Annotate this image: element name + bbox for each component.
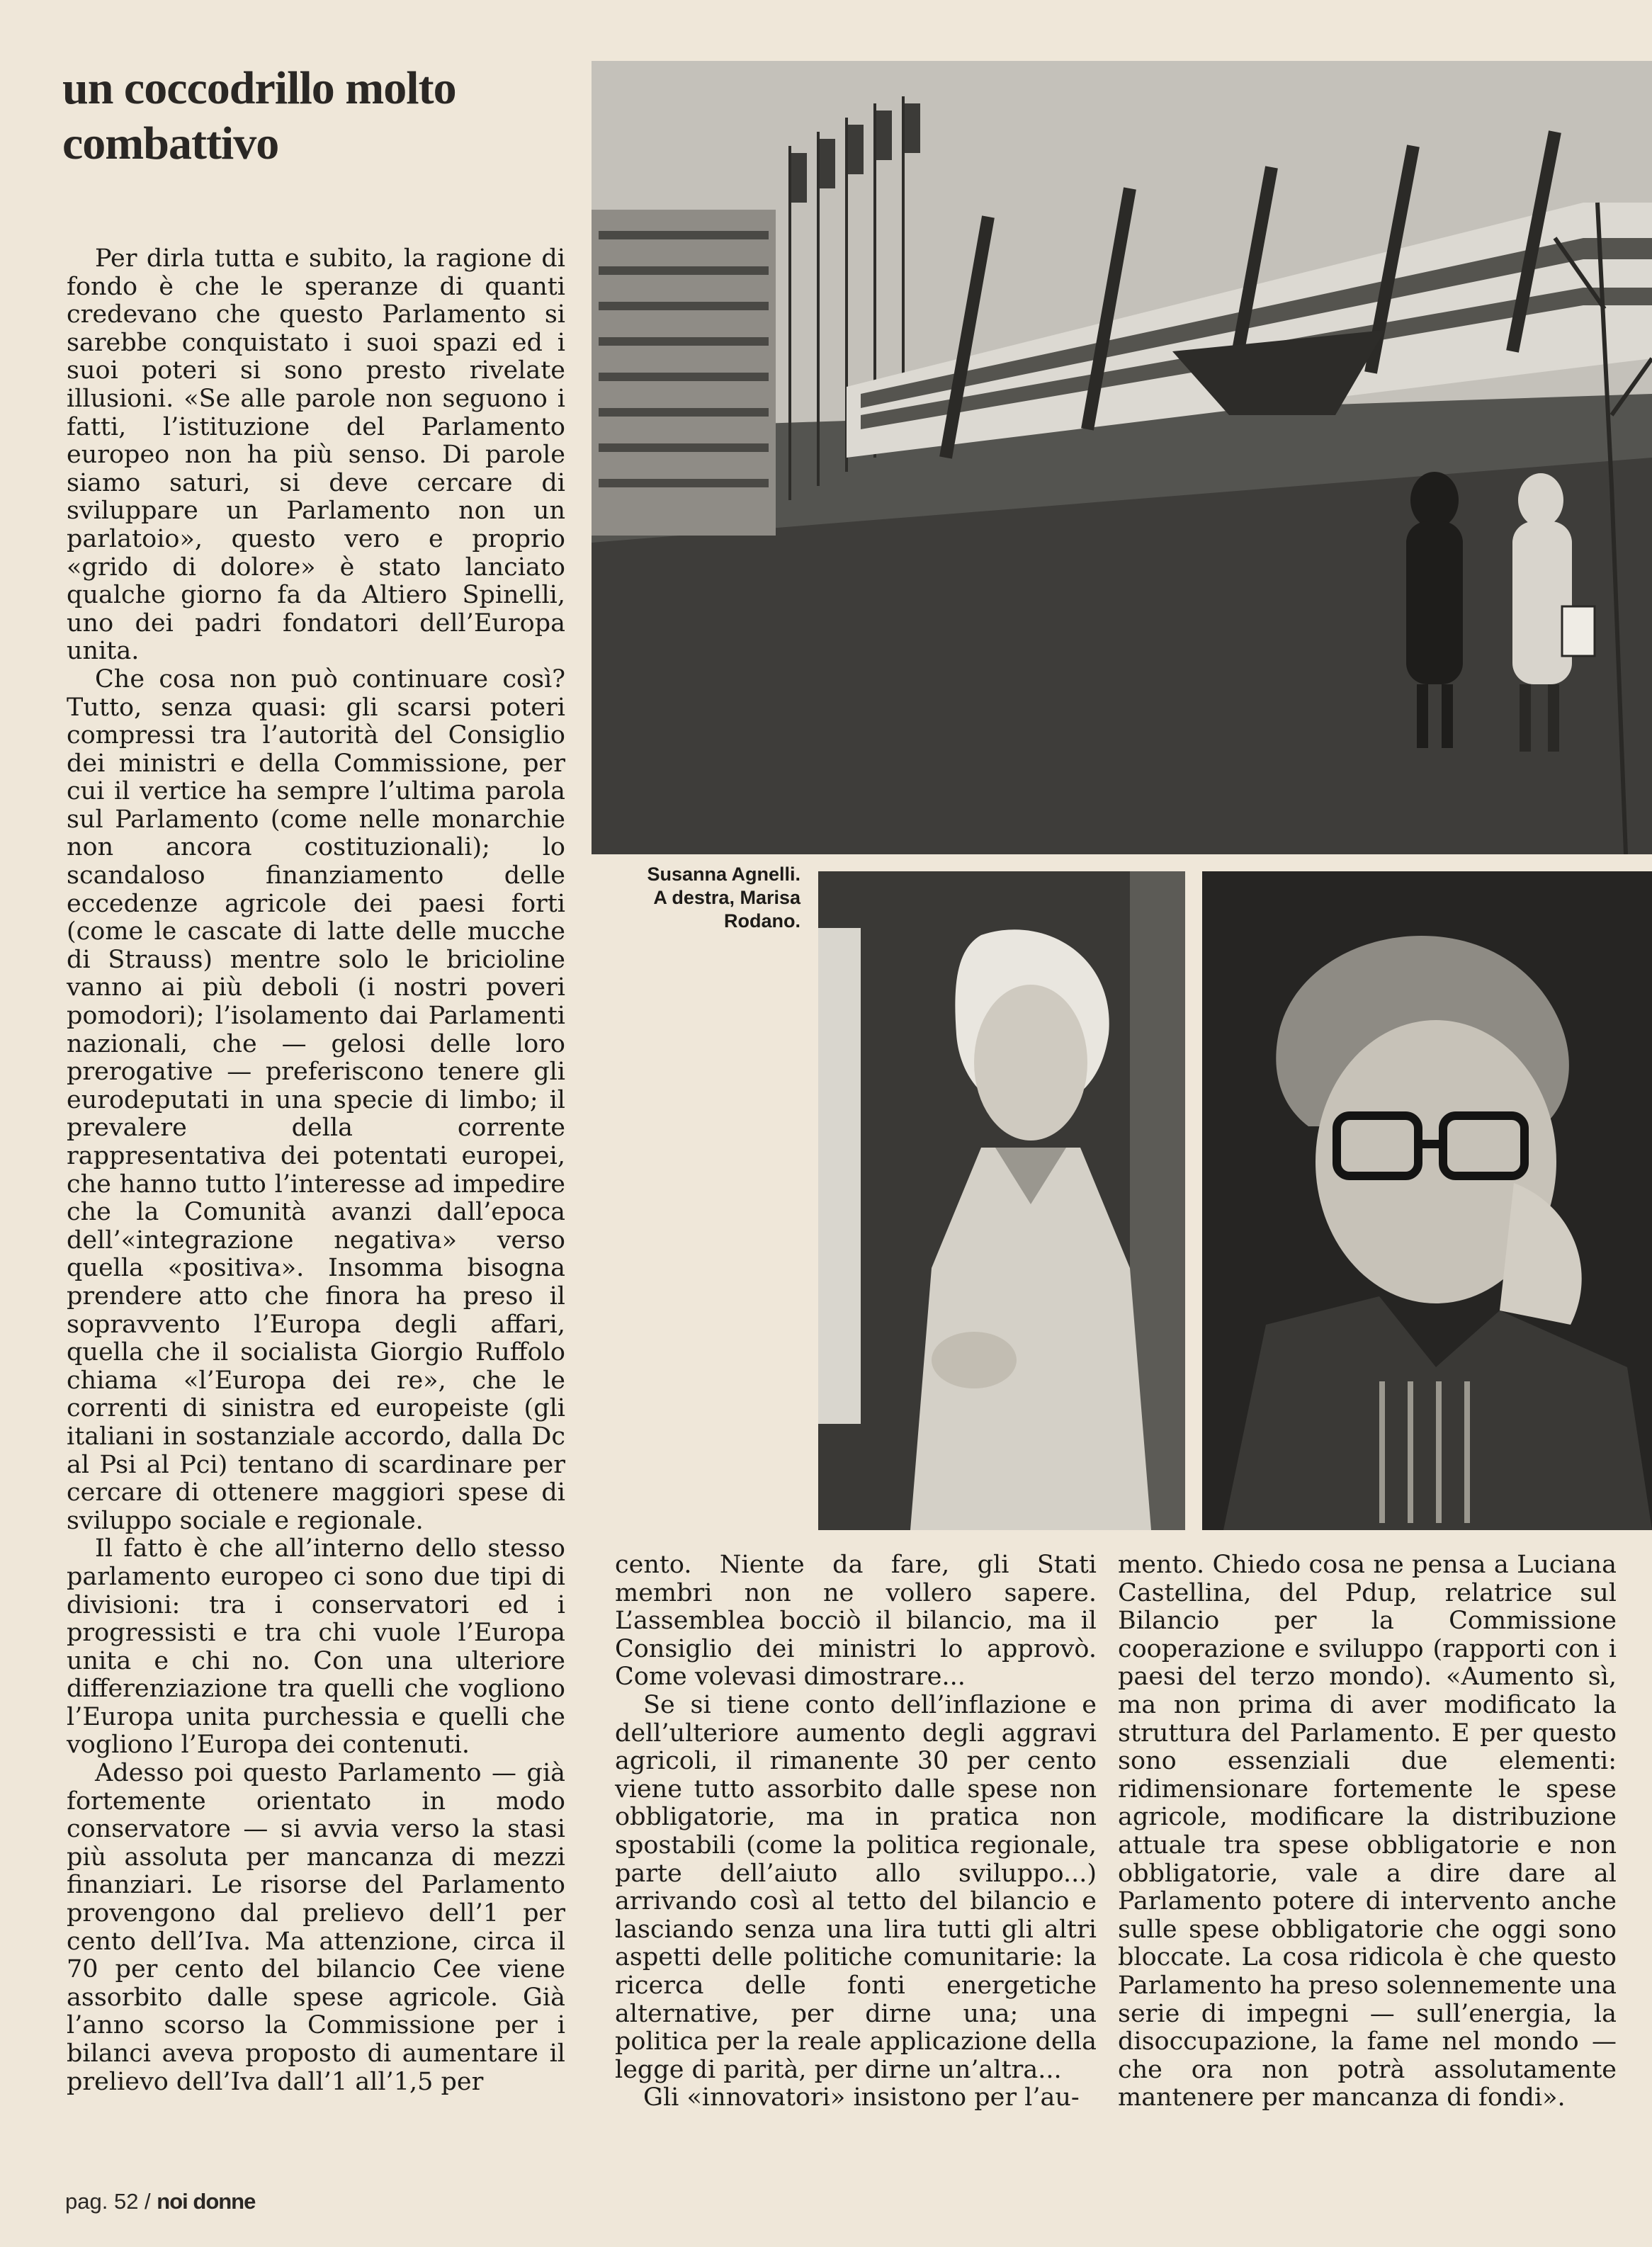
magazine-name: noi donne xyxy=(157,2189,256,2214)
article-headline: un coccodrillo molto combattivo xyxy=(62,62,456,169)
text-column-2 xyxy=(615,1551,1097,2112)
rodano-portrait-photo xyxy=(1202,871,1652,1530)
paragraph: Gli «innovatori» insistono per l’au- xyxy=(643,2083,1080,2112)
parliament-building-photo xyxy=(592,61,1652,854)
caption-line: A destra, Marisa xyxy=(653,887,800,908)
photo-caption xyxy=(609,863,800,933)
paragraph: Se si tiene conto dell’inflazione e dell’ulteriore aumento degli aggravi agricoli, il rimanente 30 per cento viene tutto assorbito dalle spese non obbligatorie, ma in pratica non spostabili (come la politica regionale, parte dell’aiuto allo sviluppo...) arrivando così al tetto del bilancio e lasciando senza una lira tutti gli altri aspetti delle politiche comunitarie: la ricerca delle fonti energetiche alternative, per dirne una; una politica per la reale applicazione della legge di parità, per dirne un’altra... xyxy=(615,1690,1097,2084)
caption-line: Susanna Agnelli. xyxy=(647,864,800,885)
paragraph: mento. Chiedo cosa ne pensa a Luciana Castellina, del Pdup, relatrice sul Bilancio per la Commissione cooperazione e sviluppo (rapporti con i paesi del terzo mondo). «Aumento sì, ma non prima di aver modificato la struttura del Parlamento. E per questo sono essenziali due elementi: ridimensionare fortemente le spese agricole, modificare la distribuzione attuale tra spese obbligatorie e non obbligatorie, vale a dire dare al Parlamento potere di intervento anche sulle spese obbligatorie che oggi sono bloccate. La cosa ridicola è che questo Parlamento ha preso solennemente una serie di impegni — sull’energia, la disoccupazione, la fame nel mondo — che ora non potrà assolutamente mantenere per mancanza di fondi». xyxy=(1118,1551,1617,2112)
paragraph: Che cosa non può continuare così? Tutto, senza quasi: gli scarsi poteri compressi tra l’autorità del Consiglio dei ministri e della Commissione, per cui il vertice ha sempre l’ultima parola sul Parlamento (come nelle monarchie non ancora costituzionali); lo scandaloso finanziamento delle eccedenze agricole dei paesi forti (come le cascate di latte delle mucche di Strauss) mentre solo le bricioline vanno ai più deboli (i nostri poveri pomodori); l’isolamento dai Parlamenti nazionali, che — gelosi delle loro prerogative — preferiscono tenere gli eurodeputati in una specie di limbo; il prevalere della corrente rappresentativa dei potentati europei, che hanno tutto l’interesse ad impedire che la Comunità avanzi dall’epoca dell’«integrazione negativa» verso quella «positiva». Insomma bisogna prendere atto che finora ha preso il sopravvento l’Europa degli affari, quella che il socialista Giorgio Ruffolo chiama «l’Europa dei re», che le correnti di sinistra ed europeiste (gli italiani in sostanziale accordo, dalla Dc al Psi al Pci) tentano di scardinare per cercare di ottenere maggiori spese di sviluppo sociale e regionale. xyxy=(67,664,565,1535)
paragraph: cento. Niente da fare, gli Stati membri non ne vollero sapere. L’assemblea bocciò il bilancio, ma il Consiglio dei ministri lo approvò. Come volevasi dimostrare... xyxy=(615,1551,1097,1692)
agnelli-portrait-photo xyxy=(818,871,1185,1530)
caption-line: Rodano. xyxy=(724,910,800,932)
paragraph: Adesso poi questo Parlamento — già fortemente orientato in modo conservatore — si avvia verso la stasi più assoluta per mancanza di mezzi finanziari. Le risorse del Parlamento provengono dal prelievo dell’1 per cento dell’Iva. Ma attenzione, circa il 70 per cento del bilancio Cee viene assorbito dalle spese agricole. Già l’anno scorso la Commissione per i bilanci aveva proposto di aumentare il prelievo dell’Iva dall’1 all’1,5 per xyxy=(67,1759,565,2096)
text-column-1 xyxy=(67,245,565,2096)
page-number: pag. 52 / xyxy=(65,2189,151,2214)
page-footer xyxy=(65,2189,255,2214)
text-column-3 xyxy=(1118,1551,1617,2112)
paragraph: Per dirla tutta e subito, la ragione di fondo è che le speranze di quanti credevano che questo Parlamento si sarebbe conquistato i suoi spazi ed i suoi poteri si sono presto rivelate illusioni. «Se alle parole non seguono i fatti, l’istituzione del Parlamento europeo non ha più senso. Di parole siamo saturi, si deve cercare di sviluppare un Parlamento non un parlatoio», questo vero e proprio «grido di dolore» è stato lanciato qualche giorno fa da Altiero Spinelli, uno dei padri fondatori dell’Europa unita. xyxy=(67,244,565,666)
paragraph: Il fatto è che all’interno dello stesso parlamento europeo ci sono due tipi di divisioni: tra i conservatori ed i progressisti e tra chi vuole l’Europa unita e chi no. Con una ulteriore differenziazione tra quelli che vogliono l’Europa unita purchessia e quelli che vogliono l’Europa dei contenuti. xyxy=(67,1534,565,1760)
